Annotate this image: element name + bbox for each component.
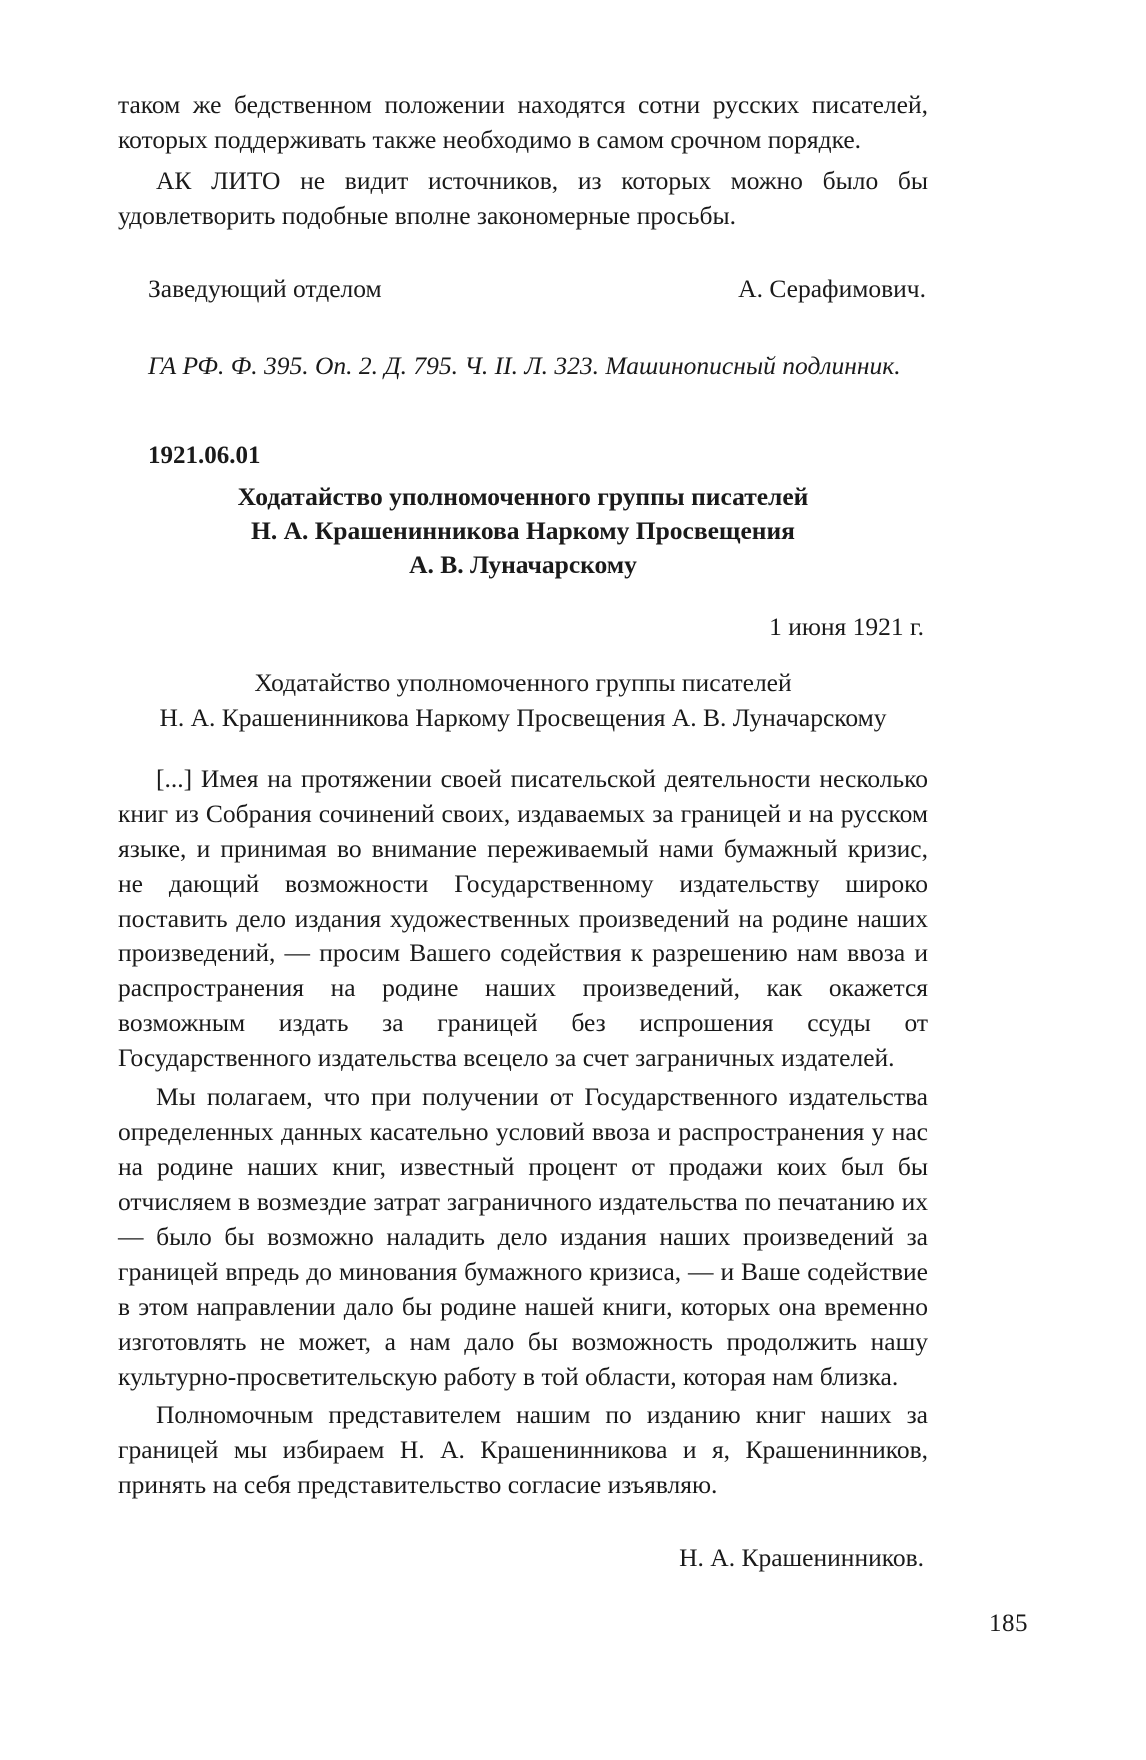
entry-body (118, 762, 928, 1503)
archive-reference: ГА РФ. Ф. 395. Оп. 2. Д. 795. Ч. II. Л. 323. Машинописный подлинник. (148, 350, 901, 380)
signature-block (118, 272, 928, 307)
signature-position: Заведующий отделом (148, 273, 382, 303)
entry-header (118, 442, 928, 582)
body-paragraph-1: [...] Имея на протяжении своей писательской деятельности несколько книг из Собрания сочинений своих, издаваемых за границей и на русском языке, и принимая во внимание переживаемый нами бумажный кризис, не дающий возможности Государственному издательству широко поставить дело издания художественных произведений на родине наших произведений, — просим Вашего содействия к разрешению нам ввоза и распространения на родине наших произведений, как окажется возможным издать за границей без испрошения ссуды от Государственного издательства всецело за счет заграничных издателей. (118, 763, 928, 1073)
paragraph-ak-lito: АК ЛИТО не видит источников, из которых можно было бы удовлетворить подобные вполне закономерные просьбы. (118, 165, 928, 230)
page-number: 185 (989, 1610, 1028, 1637)
entry-number: 1921.06.01 (148, 441, 261, 469)
signature-name: А. Серафимович. (738, 273, 926, 303)
entry-title-line-1: Ходатайство уполномоченного группы писателей (237, 481, 809, 511)
entry-title-line-2: Н. А. Крашенинникова Наркому Просвещения (251, 515, 795, 545)
entry-subtitle-line-2: Н. А. Крашенинникова Наркому Просвещения А. В. Луначарскому (159, 702, 887, 732)
body-paragraph-3: Полномочным представителем нашим по изданию книг наших за границей мы избираем Н. А. Крашенинникова и я, Крашенинников, принять на себя представительство согласие изъявляю. (118, 1400, 928, 1500)
paragraph-continued: таком же бедственном положении находятся сотни русских писателей, которых поддерживать также необходимо в самом срочном порядке. (118, 90, 928, 154)
entry-title (118, 480, 928, 582)
page-content (118, 88, 928, 1573)
entry-signature: Н. А. Крашенинников. (679, 1543, 924, 1573)
entry-subtitle (118, 666, 928, 736)
body-paragraph-2: Мы полагаем, что при получении от Государственного издательства определенных данных касательно условий ввоза и распространения у нас на родине наших книг, известный процент от продажи коих был бы отчисляем в возмездие затрат заграничного издательства по печатанию их — было бы возможно наладить дело издания наших произведений за границей впредь до минования бумажного кризиса, — и Ваше содействие в этом направлении дало бы родине нашей книги, которых она временно изготовлять не может, а нам дало бы возможность продолжить нашу культурно-просветительскую работу в той области, которая нам близка. (118, 1082, 928, 1391)
entry-title-line-3: А. В. Луначарскому (409, 549, 637, 579)
entry-subtitle-line-1: Ходатайство уполномоченного группы писателей (254, 668, 792, 697)
entry-date: 1 июня 1921 г. (769, 612, 924, 641)
